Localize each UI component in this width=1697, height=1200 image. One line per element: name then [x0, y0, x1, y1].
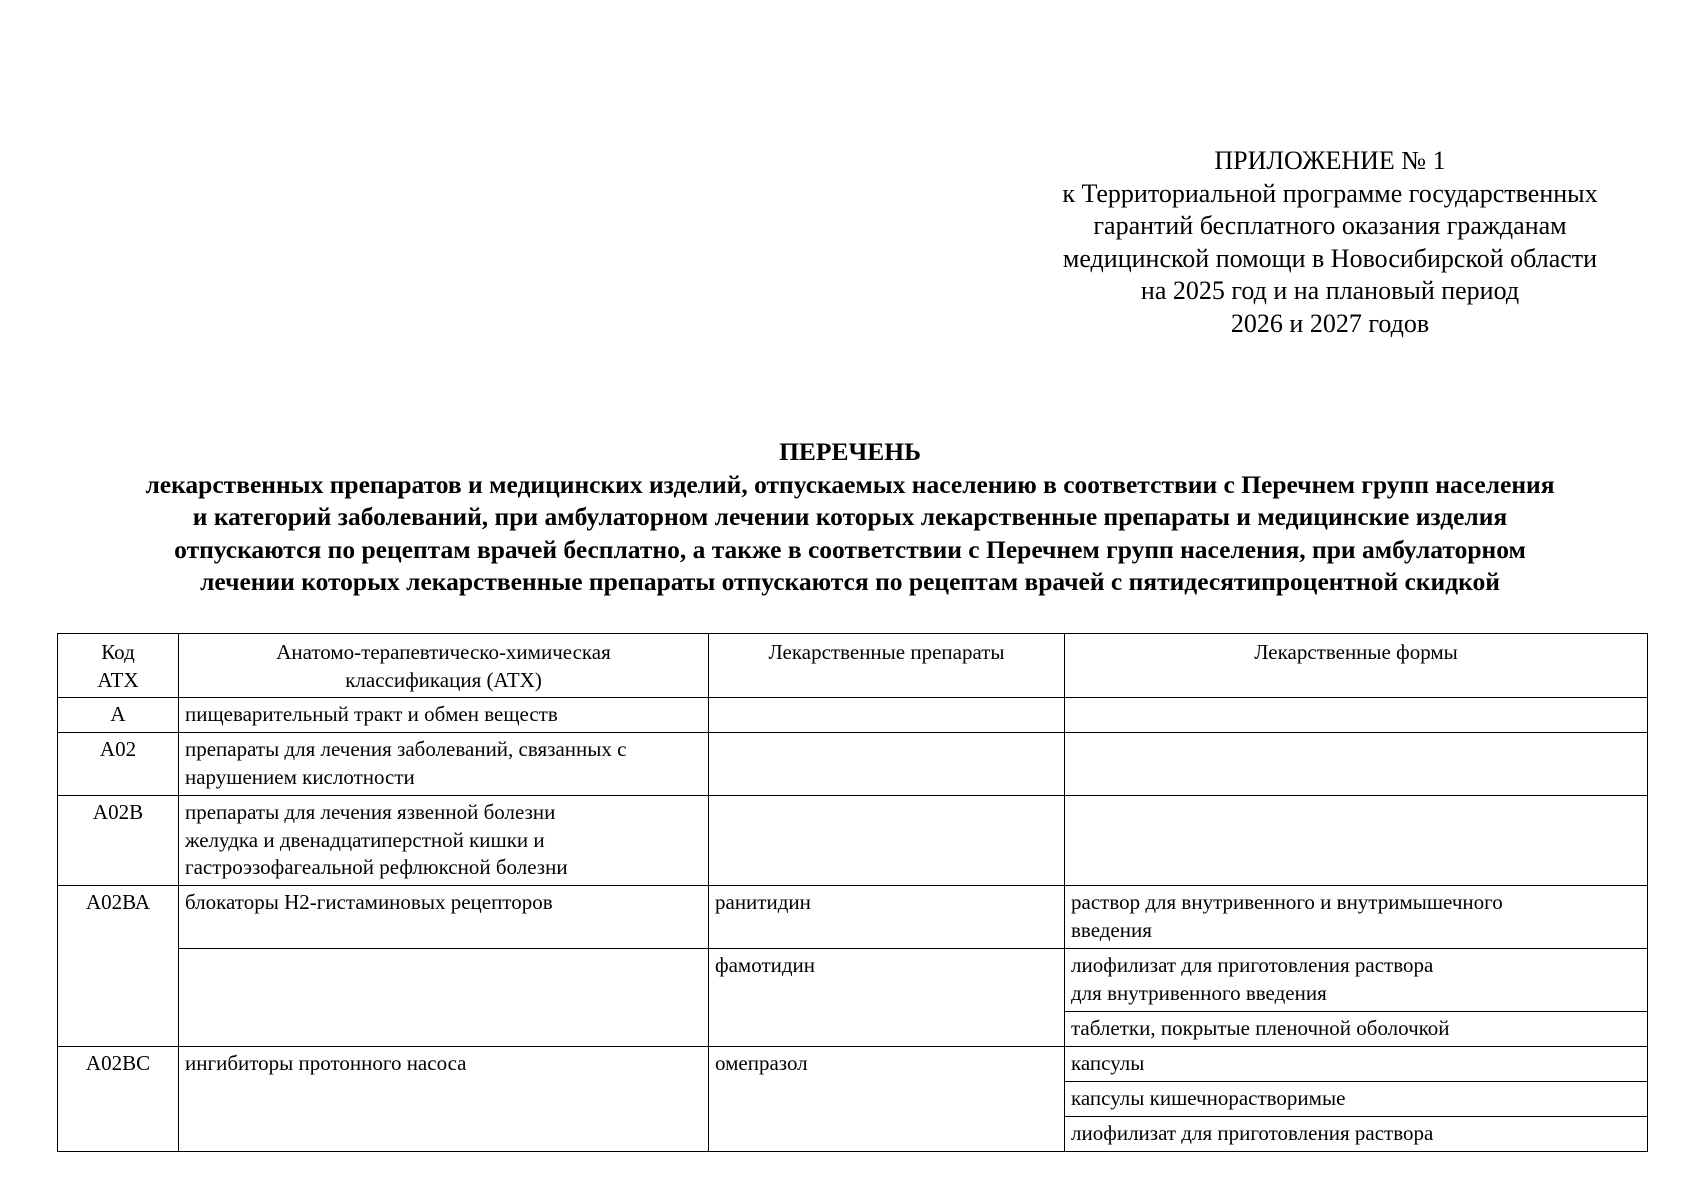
title-line: лекарственных препаратов и медицинских изделий, отпускаемых населению в соответствии с Перечнем групп населения — [145, 469, 1555, 499]
form-line: раствор для внутривенного и внутримышечного — [1071, 890, 1503, 914]
appendix-line: медицинской помощи в Новосибирской области — [1062, 243, 1598, 273]
atx-class-cell: пищеварительный тракт и обмен веществ — [179, 698, 709, 733]
appendix-line: к Территориальной программе государственных — [1062, 178, 1598, 208]
atx-class-cell: ингибиторы протонного насоса — [179, 1047, 709, 1152]
table-row — [58, 796, 1648, 886]
appendix-line: 2026 и 2027 годов — [1230, 308, 1430, 338]
atx-class-line: препараты для лечения заболеваний, связанных с — [185, 737, 627, 761]
table-header-row — [58, 634, 1648, 698]
form-line: для внутривенного введения — [1071, 980, 1327, 1005]
atx-class-cell — [179, 949, 709, 1047]
atx-class-line: препараты для лечения язвенной болезни — [185, 800, 556, 824]
title-line: отпускаются по рецептам врачей бесплатно, а также в соответствии с Перечнем групп населения, при амбулаторном — [174, 534, 1526, 564]
form-cell: капсулы — [1065, 1047, 1648, 1082]
atx-class-cell — [179, 733, 709, 796]
drug-cell — [709, 796, 1065, 886]
form-cell — [1065, 886, 1648, 949]
document-title — [50, 436, 1650, 599]
table-row — [58, 1047, 1648, 1082]
appendix-line: гарантий бесплатного оказания гражданам — [1093, 211, 1567, 240]
table-row — [58, 698, 1648, 733]
title-heading: ПЕРЕЧЕНЬ — [779, 437, 921, 466]
atx-code-cell: А — [58, 698, 179, 733]
atx-class-line: желудка и двенадцатиперстной кишки и — [185, 827, 545, 852]
atx-code-cell: А02В — [58, 796, 179, 886]
header-atx-line: Анатомо-терапевтическо-химическая — [276, 640, 611, 664]
atx-class-line: гастроэзофагеальной рефлюксной болезни — [185, 855, 568, 879]
appendix-title: ПРИЛОЖЕНИЕ № 1 — [1214, 146, 1446, 175]
form-line: введения — [1071, 917, 1152, 942]
title-line: лечении которых лекарственные препараты отпускаются по рецептам врачей с пятидесятипроцентной скидкой — [200, 567, 1500, 596]
drug-cell: фамотидин — [709, 949, 1065, 1047]
table-row — [58, 733, 1648, 796]
atx-class-line: нарушением кислотности — [185, 764, 415, 789]
form-cell: лиофилизат для приготовления раствора — [1065, 1117, 1648, 1152]
drug-cell — [709, 733, 1065, 796]
form-cell — [1065, 698, 1648, 733]
form-cell — [1065, 949, 1648, 1012]
atx-code-cell: А02ВА — [58, 886, 179, 1047]
drug-cell: ранитидин — [709, 886, 1065, 949]
drug-cell: омепразол — [709, 1047, 1065, 1152]
atx-code-cell: А02ВС — [58, 1047, 179, 1152]
header-code-line: АТХ — [97, 667, 139, 692]
form-cell — [1065, 796, 1648, 886]
header-drugs: Лекарственные препараты — [709, 634, 1065, 698]
drug-cell — [709, 698, 1065, 733]
form-cell: капсулы кишечнорастворимые — [1065, 1082, 1648, 1117]
table-row — [58, 886, 1648, 949]
atx-code-cell: А02 — [58, 733, 179, 796]
header-forms: Лекарственные формы — [1065, 634, 1648, 698]
header-code — [58, 634, 179, 698]
atx-class-cell — [179, 796, 709, 886]
form-line: лиофилизат для приготовления раствора — [1071, 953, 1434, 977]
header-atx-line: классификация (АТХ) — [345, 667, 542, 692]
appendix-line: на 2025 год и на плановый период — [1140, 276, 1520, 305]
appendix-block — [1030, 145, 1630, 340]
form-cell — [1065, 733, 1648, 796]
title-line: и категорий заболеваний, при амбулаторном лечении которых лекарственные препараты и медицинские изделия — [192, 502, 1508, 531]
table-row — [58, 949, 1648, 1012]
atx-table — [57, 633, 1648, 1152]
header-atx — [179, 634, 709, 698]
atx-class-cell: блокаторы Н2-гистаминовых рецепторов — [179, 886, 709, 949]
header-code-line: Код — [101, 640, 135, 664]
form-cell: таблетки, покрытые пленочной оболочкой — [1065, 1012, 1648, 1047]
